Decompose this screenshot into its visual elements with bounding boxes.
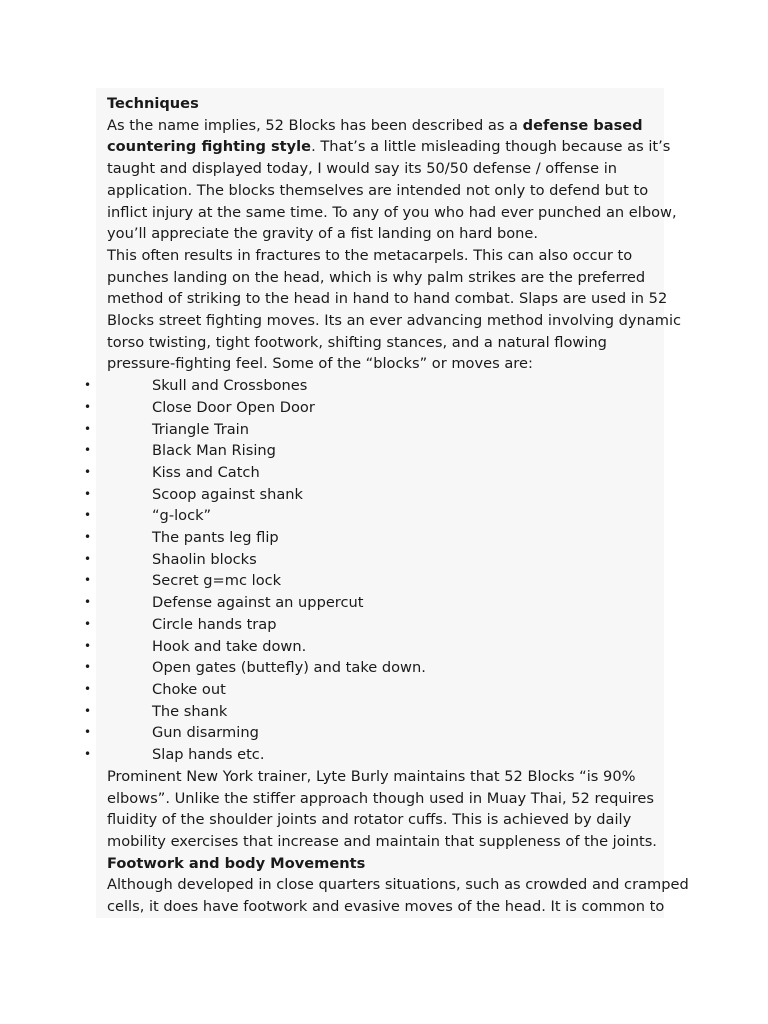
text-line: This often results in fractures to the metacarpels. This can also occur to (107, 246, 633, 264)
list-item: • Skull and Crossbones (107, 375, 667, 397)
bullet-icon: • (84, 703, 92, 718)
list-item: • Secret g=mc lock (107, 570, 667, 592)
text-line: countering fighting style. That’s a little misleading though because as it’s (107, 138, 671, 156)
heading-footwork: Footwork and body Movements (107, 854, 366, 872)
bullet-icon: • (84, 725, 92, 740)
list-item: • The pants leg flip (107, 527, 667, 549)
list-item: • Choke out (107, 679, 667, 701)
bullet-icon: • (84, 595, 92, 610)
list-item: • Close Door Open Door (107, 397, 667, 419)
paragraph-intro (107, 115, 677, 245)
text-line: fluidity of the shoulder joints and rotator cuffs. This is achieved by daily (107, 811, 632, 829)
bold-phrase: countering fighting style (107, 138, 312, 156)
text-line: Prominent New York trainer, Lyte Burly maintains that 52 Blocks “is 90% (107, 767, 636, 785)
text-line: pressure-fighting feel. Some of the “blocks” or moves are: (107, 355, 533, 373)
text-line: torso twisting, tight footwork, shifting stances, and a natural flowing (107, 333, 607, 351)
bullet-icon: • (84, 616, 92, 631)
bullet-icon: • (84, 681, 92, 696)
list-item: • Gun disarming (107, 722, 667, 744)
text-line: inflict injury at the same time. To any of you who had ever punched an elbow, (107, 203, 677, 221)
heading-techniques: Techniques (107, 95, 199, 112)
bullet-icon: • (84, 747, 92, 762)
bullet-icon: • (84, 530, 92, 545)
text-line: application. The blocks themselves are intended not only to defend but to (107, 181, 649, 199)
list-item: • Triangle Train (107, 419, 667, 441)
bold-phrase: defense based (522, 116, 643, 134)
text-line: you’ll appreciate the gravity of a fist landing on hard bone. (107, 225, 539, 243)
bullet-icon: • (84, 486, 92, 501)
text-line: cells, it does have footwork and evasive moves of the head. It is common to (107, 898, 665, 916)
moves-list (84, 375, 667, 766)
bullet-icon: • (84, 660, 92, 675)
bullet-icon: • (84, 508, 92, 523)
list-item: • Open gates (buttefly) and take down. (107, 657, 667, 679)
list-item: • Slap hands etc. (107, 744, 667, 766)
bullet-icon: • (84, 638, 92, 653)
list-item: • Circle hands trap (107, 614, 667, 636)
document-body (84, 93, 689, 918)
bullet-icon: • (84, 464, 92, 479)
list-item: • Hook and take down. (107, 636, 667, 658)
paragraph-lyte-burly (107, 766, 667, 853)
paragraph-metacarpels (107, 245, 682, 375)
bullet-icon: • (84, 421, 92, 436)
text-line: punches landing on the head, which is why palm strikes are the preferred (107, 268, 646, 286)
bullet-icon: • (84, 551, 92, 566)
text-line: method of striking to the head in hand to hand combat. Slaps are used in 52 (107, 290, 668, 308)
list-item: • Scoop against shank (107, 484, 667, 506)
text-line: taught and displayed today, I would say its 50/50 defense / offense in (107, 160, 618, 178)
list-item: • “g-lock” (107, 505, 667, 527)
list-item: • Black Man Rising (107, 440, 667, 462)
list-item: • Defense against an uppercut (107, 592, 667, 614)
list-item: • Kiss and Catch (107, 462, 667, 484)
text-line: elbows”. Unlike the stiffer approach though used in Muay Thai, 52 requires (107, 789, 654, 807)
bullet-icon: • (84, 399, 92, 414)
text-line: mobility exercises that increase and maintain that suppleness of the joints. (107, 832, 657, 850)
text-line: As the name implies, 52 Blocks has been described as a defense based (107, 116, 643, 134)
text-line: Blocks street fighting moves. Its an ever advancing method involving dynamic (107, 312, 682, 330)
text-line: Although developed in close quarters situations, such as crowded and cramped (107, 876, 689, 894)
bullet-icon: • (84, 573, 92, 588)
bullet-icon: • (84, 378, 92, 393)
paragraph-footwork (107, 874, 689, 917)
bullet-icon: • (84, 443, 92, 458)
list-item: • Shaolin blocks (107, 549, 667, 571)
list-item: • The shank (107, 701, 667, 723)
